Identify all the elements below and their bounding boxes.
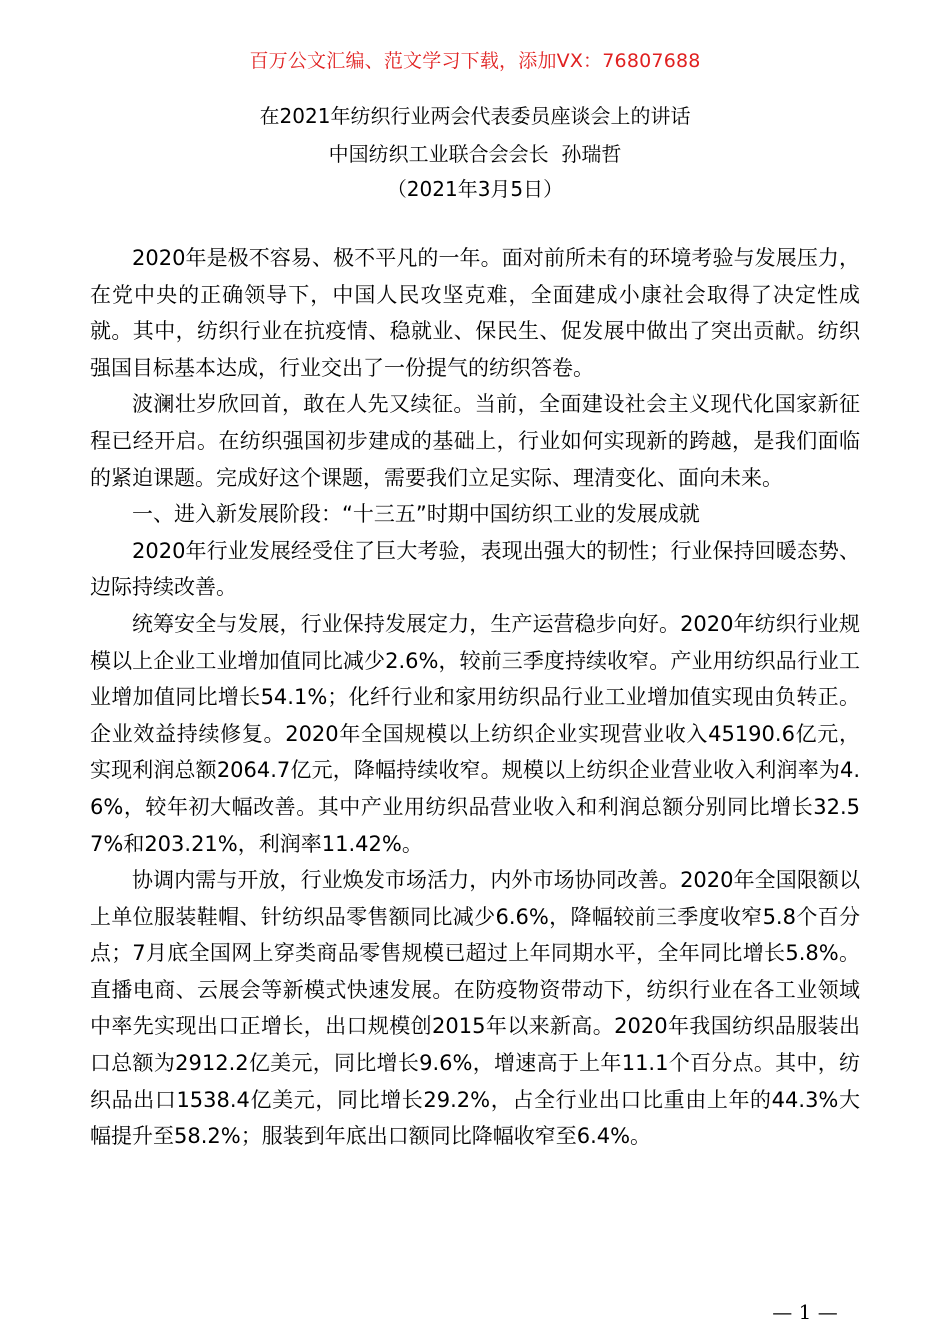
speech-title: 在2021年纺织行业两会代表委员座谈会上的讲话: [259, 104, 691, 128]
document-body: [90, 240, 860, 1155]
page-number: — 1 —: [772, 1300, 838, 1324]
section-heading: 一、进入新发展阶段：“十三五”时期中国纺织工业的发展成就: [132, 502, 700, 527]
speaker-line: 中国纺织工业联合会会长 孙瑞哲: [328, 142, 622, 166]
paragraph: 2020年是极不容易、极不平凡的一年。面对前所未有的环境考验与发展压力，在党中央的正确领导下，中国人民攻坚克难，全面建成小康社会取得了决定性成就。其中，纺织行业在抗疫情、稳就业、保民生、促发展中做出了突出贡献。纺织强国目标基本达成，行业交出了一份提气的纺织答卷。: [90, 246, 860, 380]
paragraph: 2020年行业发展经受住了巨大考验，表现出强大的韧性；行业保持回暖态势、边际持续改善。: [90, 538, 860, 600]
paragraph: 协调内需与开放，行业焕发市场活力，内外市场协同改善。2020年全国限额以上单位服装鞋帽、针纺织品零售额同比减少6.6%，降幅较前三季度收窄5.8个百分点；7月底全国网上穿类商品零售规模已超过上年同期水平，全年同比增长5.8%。直播电商、云展会等新模式快速发展。在防疫物资带动下，纺织行业在各工业领域中率先实现出口正增长，出口规模创2015年以来新高。2020年我国纺织品服装出口总额为2912.2亿美元，同比增长9.6%，增速高于上年11.1个百分点。其中，纺织品出口1538.4亿美元，同比增长29.2%，占全行业出口比重由上年的44.3%大幅提升至58.2%；服装到年底出口额同比降幅收窄至6.4%。: [90, 868, 860, 1149]
speech-date: （2021年3月5日）: [386, 177, 564, 201]
watermark-text: 百万公文汇编、范文学习下载，添加VX：76807688: [249, 50, 701, 72]
paragraph: 统筹安全与发展，行业保持发展定力，生产运营稳步向好。2020年纺织行业规模以上企业工业增加值同比减少2.6%，较前三季度持续收窄。产业用纺织品行业工业增加值同比增长54.1%；化纤行业和家用纺织品行业工业增加值实现由负转正。企业效益持续修复。2020年全国规模以上纺织企业实现营业收入45190.6亿元，实现利润总额2064.7亿元，降幅持续收窄。规模以上纺织企业营业收入利润率为4.6%，较年初大幅改善。其中产业用纺织品营业收入和利润总额分别同比增长32.57%和203.21%，利润率11.42%。: [90, 611, 860, 856]
paragraph: 波澜壮岁欣回首，敢在人先又续征。当前，全面建设社会主义现代化国家新征程已经开启。在纺织强国初步建成的基础上，行业如何实现新的跨越，是我们面临的紧迫课题。完成好这个课题，需要我们立足实际、理清变化、面向未来。: [90, 392, 860, 490]
